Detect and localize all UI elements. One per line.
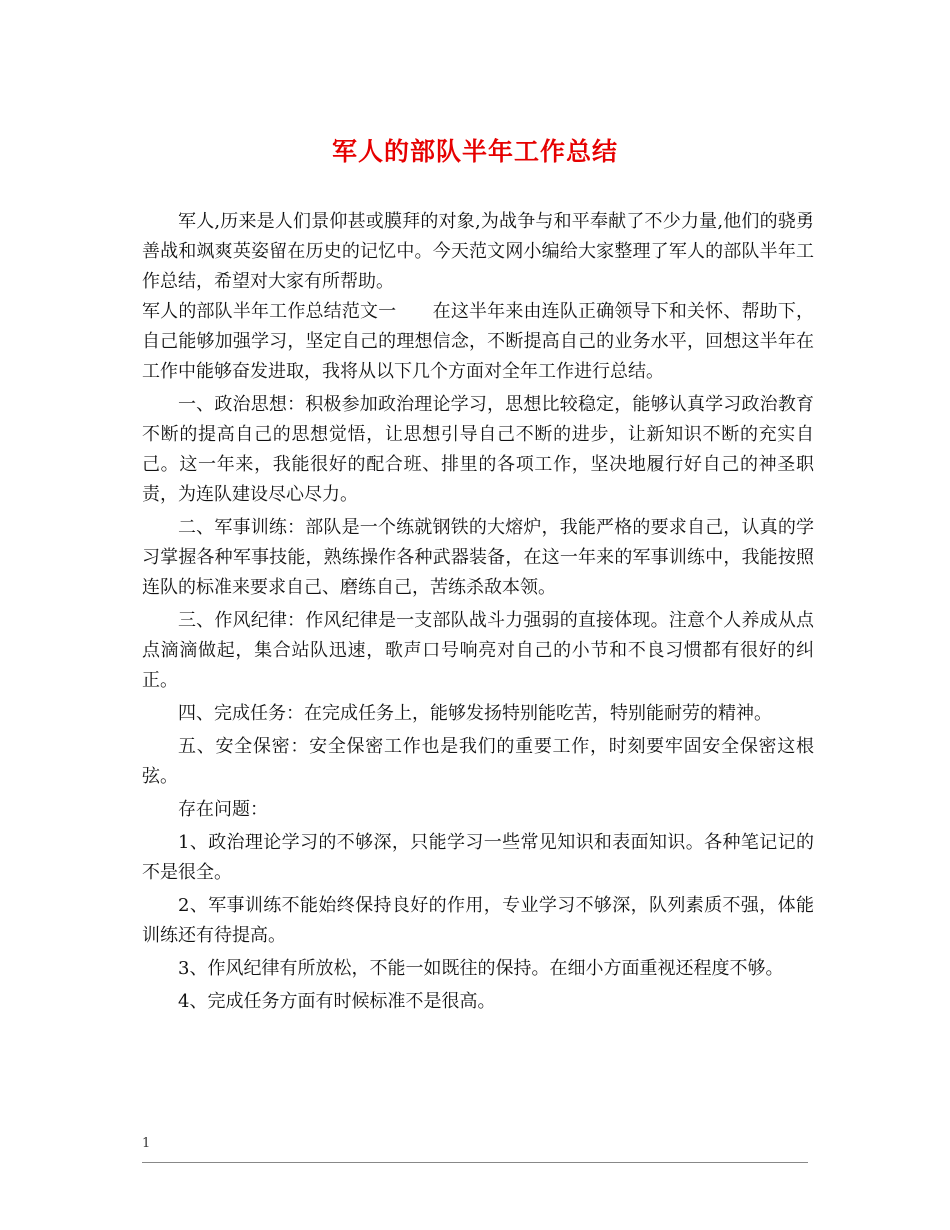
- paragraph-political: 一、政治思想：积极参加政治理论学习，思想比较稳定，能够认真学习政治教育不断的提高自己的思想觉悟，让思想引导自己不断的进步，让新知识不断的充实自己。这一年来，我能很好的配合班、排里的各项工作，坚决地履行好自己的神圣职责，为连队建设尽心尽力。: [142, 394, 814, 505]
- page-number: 1: [142, 1136, 151, 1151]
- document-body: [142, 207, 814, 1017]
- footer-divider: [142, 1162, 808, 1163]
- paragraph-problem-2: 2、军事训练不能始终保持良好的作用，专业学习不够深，队列素质不强，体能训练还有待提高。: [142, 895, 814, 946]
- paragraph-military-training: 二、军事训练：部队是一个练就钢铁的大熔炉，我能严格的要求自己，认真的学习掌握各种军事技能，熟练操作各种武器装备，在这一年来的军事训练中，我能按照连队的标准来要求自己、磨练自己，苦练杀敌本领。: [142, 517, 814, 598]
- paragraph-problem-3: 3、作风纪律有所放松，不能一如既往的保持。在细小方面重视还程度不够。: [178, 958, 784, 979]
- paragraph-discipline: 三、作风纪律：作风纪律是一支部队战斗力强弱的直接体现。注意个人养成从点点滴滴做起，集合站队迅速，歌声口号响亮对自己的小节和不良习惯都有很好的纠正。: [142, 610, 814, 691]
- paragraph-problems-heading: 存在问题：: [178, 799, 268, 820]
- document-title: 军人的部队半年工作总结: [331, 137, 618, 166]
- paragraph-problem-1: 1、政治理论学习的不够深，只能学习一些常见知识和表面知识。各种笔记记的不是很全。: [142, 832, 814, 883]
- paragraph-security: 五、安全保密：安全保密工作也是我们的重要工作，时刻要牢固安全保密这根弦。: [142, 736, 814, 787]
- paragraph-intro: 军人,历来是人们景仰甚或膜拜的对象,为战争与和平奉献了不少力量,他们的骁勇善战和飒爽英姿留在历史的记忆中。今天范文网小编给大家整理了军人的部队半年工作总结，希望对大家有所帮助。: [142, 211, 814, 292]
- paragraph-tasks: 四、完成任务：在完成任务上，能够发扬特别能吃苦，特别能耐劳的精神。: [178, 703, 772, 724]
- paragraph-problem-4: 4、完成任务方面有时候标准不是很高。: [178, 991, 496, 1012]
- paragraph-sample-heading: 军人的部队半年工作总结范文一 在这半年来由连队正确领导下和关怀、帮助下，自己能够加强学习，坚定自己的理想信念，不断提高自己的业务水平，回想这半年在工作中能够奋发进取，我将从以下几个方面对全年工作进行总结。: [142, 301, 814, 382]
